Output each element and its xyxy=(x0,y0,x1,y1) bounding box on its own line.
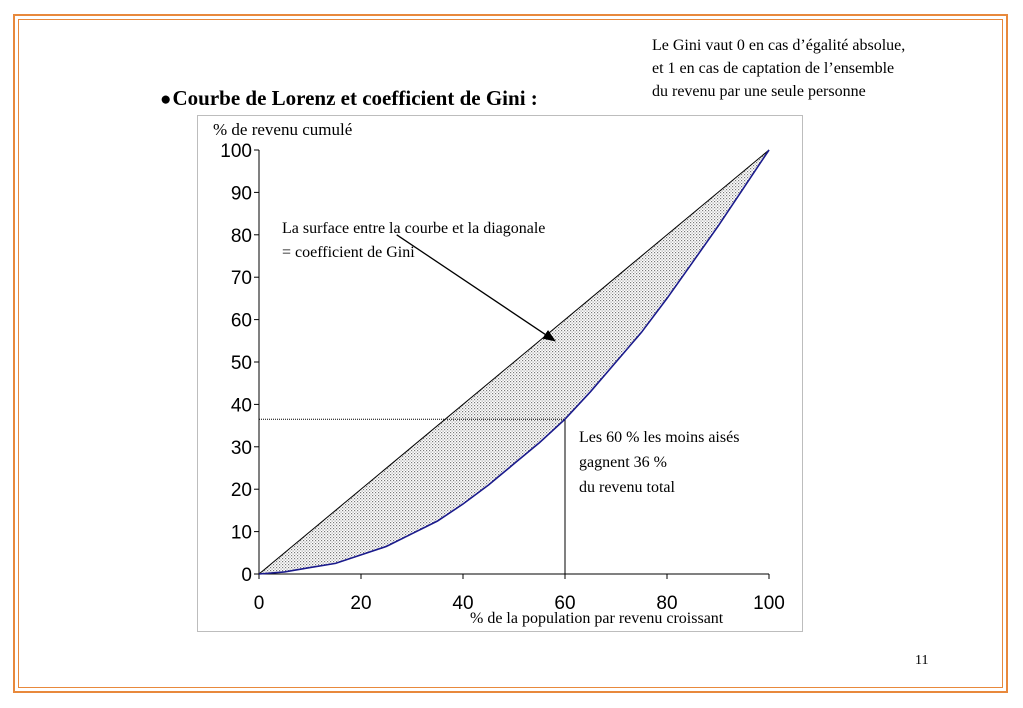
y-tick-label: 30 xyxy=(230,437,252,459)
equality-diagonal-line xyxy=(259,150,769,574)
y-tick-label: 100 xyxy=(220,141,252,162)
y-tick-label: 70 xyxy=(230,268,252,290)
x-tick-label: 60 xyxy=(554,593,576,614)
y-tick-label: 50 xyxy=(230,353,252,374)
y-tick-label: 60 xyxy=(230,310,252,332)
x-tick-label: 0 xyxy=(253,593,265,614)
note-line: et 1 en cas de captation de l’ensemble xyxy=(652,60,895,77)
y-tick-label: 0 xyxy=(241,565,252,586)
annotation-line: gagnent 36 % xyxy=(579,454,667,471)
sixty-percent-annotation xyxy=(579,425,739,500)
y-tick-label: 40 xyxy=(230,395,252,417)
slide-title-text: Courbe de Lorenz et coefficient de Gini : xyxy=(172,86,538,110)
x-tick-label: 40 xyxy=(452,593,474,614)
y-tick-label: 80 xyxy=(230,225,252,247)
x-axis-label: % de la population par revenu croissant xyxy=(470,610,724,627)
y-tick-label: 20 xyxy=(230,480,252,502)
gini-area-annotation xyxy=(282,217,545,265)
annotation-line: La surface entre la courbe et la diagonale xyxy=(282,220,546,237)
x-tick-label: 100 xyxy=(753,593,785,614)
annotation-line: = coefficient de Gini xyxy=(282,244,415,261)
y-axis-label: % de revenu cumulé xyxy=(213,120,353,139)
note-line: du revenu par une seule personne xyxy=(652,83,866,100)
annotation-line: Les 60 % les moins aisés xyxy=(579,429,740,446)
note-line: Le Gini vaut 0 en cas d’égalité absolue, xyxy=(652,37,906,54)
bullet-icon: ● xyxy=(160,89,172,110)
y-tick-label: 90 xyxy=(230,183,252,205)
y-tick-label: 10 xyxy=(230,522,252,544)
annotation-line: du revenu total xyxy=(579,479,675,496)
x-tick-label: 80 xyxy=(656,593,678,614)
page-number: 11 xyxy=(915,653,929,668)
x-tick-label: 20 xyxy=(350,593,372,614)
